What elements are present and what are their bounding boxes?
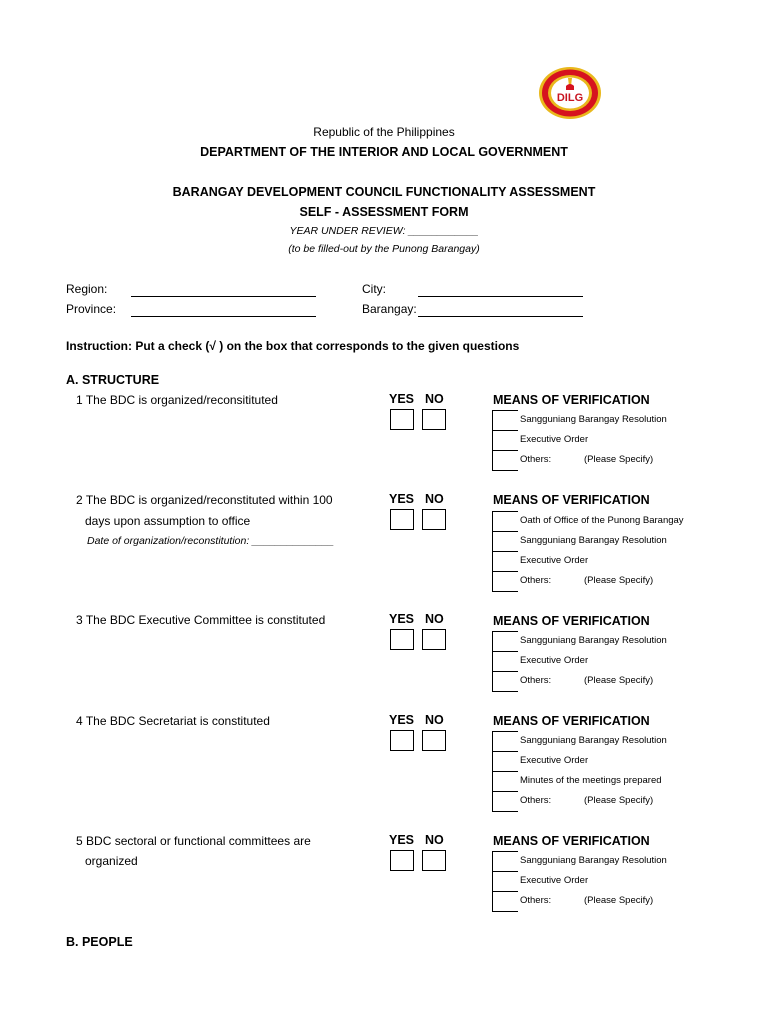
mov-title: MEANS OF VERIFICATION [493, 393, 650, 407]
q5-yes-checkbox[interactable] [390, 850, 414, 871]
mov-item-label: Others: [520, 895, 552, 906]
form-subtitle: SELF - ASSESSMENT FORM [299, 205, 469, 219]
mov-item[interactable] [492, 651, 648, 671]
please-specify: (Please Specify) [584, 675, 654, 686]
question-2-text: 2 The BDC is organized/reconstituted within 100 [76, 493, 333, 507]
q5-mov-list [492, 851, 667, 911]
mov-item-label: Minutes of the meetings prepared [520, 775, 662, 786]
logo-text: DILG [556, 92, 584, 104]
question-2-text-cont: days upon assumption to office [85, 514, 251, 528]
mov-title: MEANS OF VERIFICATION [493, 834, 650, 848]
department-name: DEPARTMENT OF THE INTERIOR AND LOCAL GOVERNMENT [200, 145, 568, 159]
q2-yes-checkbox[interactable] [390, 509, 414, 530]
mov-checkbox[interactable] [492, 751, 518, 771]
mov-item[interactable] [492, 891, 654, 911]
mov-item[interactable] [492, 751, 648, 771]
mov-checkbox[interactable] [492, 771, 518, 791]
mov-item-label: Executive Order [520, 434, 589, 445]
please-specify: (Please Specify) [584, 575, 654, 586]
q4-mov-list [492, 731, 667, 811]
mov-checkbox[interactable] [492, 531, 518, 551]
mov-item-label: Sangguniang Barangay Resolution [520, 414, 667, 425]
no-label: NO [425, 612, 444, 626]
mov-item[interactable] [492, 671, 654, 691]
question-5-text-cont: organized [85, 854, 138, 868]
question-1-text: 1 The BDC is organized/reconsitituted [76, 393, 278, 407]
yes-label: YES [389, 833, 415, 847]
mov-item[interactable] [492, 631, 667, 651]
q3-no-checkbox[interactable] [422, 629, 446, 650]
city-field[interactable] [418, 296, 583, 297]
mov-item[interactable] [492, 430, 648, 450]
mov-title: MEANS OF VERIFICATION [493, 493, 650, 507]
mov-checkbox[interactable] [492, 731, 518, 751]
q1-yes-checkbox[interactable] [390, 409, 414, 430]
year-under-review: YEAR UNDER REVIEW: ____________ [289, 225, 479, 237]
city-label: City: [362, 282, 386, 296]
province-label: Province: [66, 302, 117, 316]
mov-item[interactable] [492, 551, 648, 571]
mov-item[interactable] [492, 791, 654, 811]
no-label: NO [425, 833, 444, 847]
mov-item-label: Sangguniang Barangay Resolution [520, 855, 667, 866]
question-4-text: 4 The BDC Secretariat is constituted [76, 714, 270, 728]
mov-item-label: Others: [520, 575, 552, 586]
region-label: Region: [66, 282, 108, 296]
mov-item-label: Oath of Office of the Punong Barangay [520, 515, 684, 526]
yes-label: YES [389, 713, 415, 727]
mov-checkbox[interactable] [492, 430, 518, 450]
mov-item[interactable] [492, 731, 667, 751]
question-5-text: 5 BDC sectoral or functional committees are [76, 834, 311, 848]
please-specify: (Please Specify) [584, 795, 654, 806]
mov-item[interactable] [492, 871, 648, 891]
date-of-organization: Date of organization/reconstitution: ______________ [87, 535, 334, 547]
mov-checkbox[interactable] [492, 450, 518, 471]
mov-item-label: Sangguniang Barangay Resolution [520, 535, 667, 546]
mov-item-label: Executive Order [520, 755, 589, 766]
section-b-title: B. PEOPLE [66, 935, 133, 949]
no-label: NO [425, 492, 444, 506]
mov-checkbox[interactable] [492, 851, 518, 871]
republic-line: Republic of the Philippines [313, 125, 455, 139]
section-a-title: A. STRUCTURE [66, 373, 160, 387]
region-field[interactable] [131, 296, 316, 297]
q4-yes-checkbox[interactable] [390, 730, 414, 751]
form-title: BARANGAY DEVELOPMENT COUNCIL FUNCTIONALITY ASSESSMENT [172, 185, 596, 199]
instruction: Instruction: Put a check (√ ) on the box that corresponds to the given questions [66, 339, 520, 353]
yes-label: YES [389, 612, 415, 626]
mov-item[interactable] [492, 450, 654, 470]
question-3-text: 3 The BDC Executive Committee is constituted [76, 613, 326, 627]
q1-mov-list [492, 410, 667, 470]
mov-item-label: Others: [520, 675, 552, 686]
no-label: NO [425, 713, 444, 727]
mov-checkbox[interactable] [492, 871, 518, 891]
mov-item[interactable] [492, 771, 662, 791]
mov-checkbox[interactable] [492, 671, 518, 692]
dilg-seal-logo [538, 66, 602, 120]
fill-note: (to be filled-out by the Punong Barangay) [288, 243, 480, 255]
mov-item-label: Sangguniang Barangay Resolution [520, 735, 667, 746]
q2-mov-list [492, 511, 684, 591]
mov-checkbox[interactable] [492, 791, 518, 812]
mov-item[interactable] [492, 410, 667, 430]
no-label: NO [425, 392, 444, 406]
barangay-label: Barangay: [362, 302, 417, 316]
q5-no-checkbox[interactable] [422, 850, 446, 871]
mov-title: MEANS OF VERIFICATION [493, 714, 650, 728]
mov-checkbox[interactable] [492, 651, 518, 671]
q3-mov-list [492, 631, 667, 691]
mov-checkbox[interactable] [492, 571, 518, 592]
q4-no-checkbox[interactable] [422, 730, 446, 751]
mov-item[interactable] [492, 851, 667, 871]
province-field[interactable] [131, 316, 316, 317]
mov-checkbox[interactable] [492, 551, 518, 571]
barangay-field[interactable] [418, 316, 583, 317]
mov-item-label: Executive Order [520, 875, 589, 886]
q3-yes-checkbox[interactable] [390, 629, 414, 650]
mov-checkbox[interactable] [492, 891, 518, 912]
mov-item-label: Executive Order [520, 655, 589, 666]
yes-label: YES [389, 492, 415, 506]
q2-no-checkbox[interactable] [422, 509, 446, 530]
mov-item-label: Executive Order [520, 555, 589, 566]
mov-item-label: Sangguniang Barangay Resolution [520, 635, 667, 646]
mov-checkbox[interactable] [492, 631, 518, 651]
please-specify: (Please Specify) [584, 454, 654, 465]
mov-checkbox[interactable] [492, 511, 518, 531]
yes-label: YES [389, 392, 415, 406]
q1-no-checkbox[interactable] [422, 409, 446, 430]
please-specify: (Please Specify) [584, 895, 654, 906]
mov-item-label: Others: [520, 454, 552, 465]
mov-title: MEANS OF VERIFICATION [493, 614, 650, 628]
mov-item[interactable] [492, 511, 684, 531]
mov-item-label: Others: [520, 795, 552, 806]
mov-item[interactable] [492, 531, 667, 551]
mov-checkbox[interactable] [492, 410, 518, 430]
mov-item[interactable] [492, 571, 654, 591]
